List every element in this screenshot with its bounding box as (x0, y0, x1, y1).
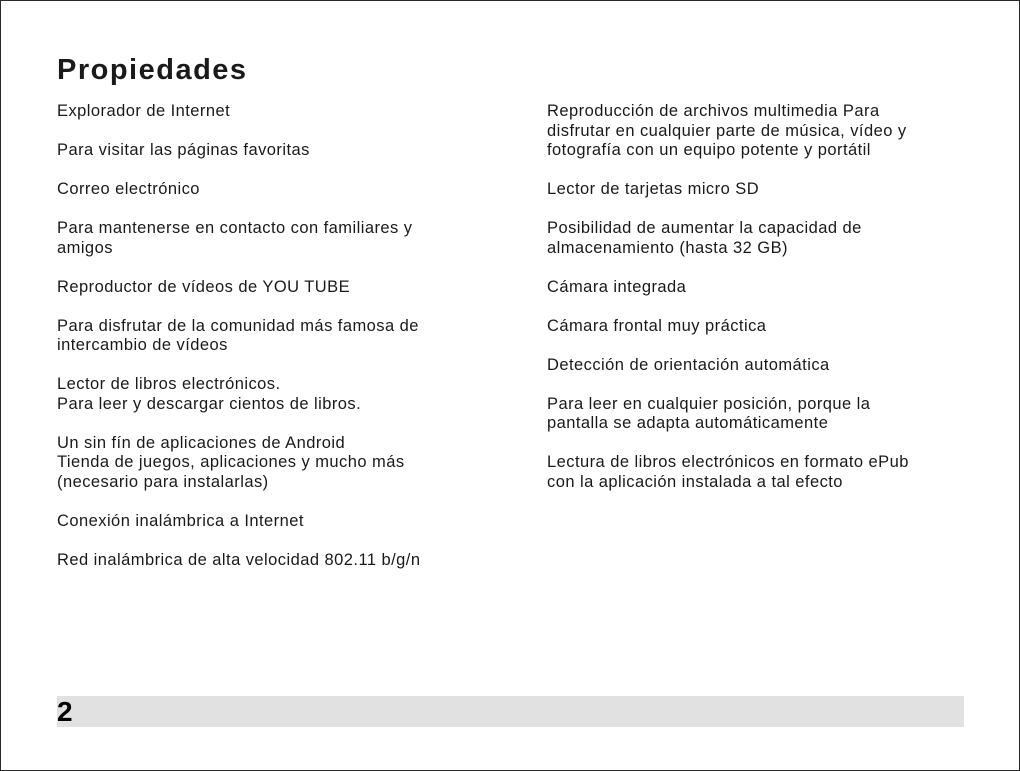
feature-line: fotografía con un equipo potente y portátil (547, 141, 871, 159)
feature-conexion-inalambrica (57, 512, 517, 532)
feature-line: intercambio de vídeos (57, 336, 228, 354)
feature-line: Para leer y descargar cientos de libros. (57, 394, 362, 413)
feature-line: Red inalámbrica de alta velocidad 802.11 b/g/n (57, 550, 421, 569)
feature-line: Reproductor de vídeos de YOU TUBE (57, 277, 351, 296)
feature-line: amigos (57, 238, 113, 257)
feature-posicion-pantalla (547, 395, 987, 434)
feature-contacto (57, 219, 517, 258)
feature-line: Conexión inalámbrica a Internet (57, 511, 304, 530)
feature-camara-integrada (547, 278, 987, 298)
feature-orientacion (547, 356, 987, 376)
feature-libros (57, 375, 517, 414)
feature-multimedia (547, 102, 987, 161)
feature-explorador (57, 102, 517, 122)
feature-line: Un sin fín de aplicaciones de Android (57, 433, 346, 452)
feature-line: disfrutar en cualquier parte de música, vídeo y (547, 121, 907, 140)
feature-line: Lector de libros electrónicos. (57, 375, 281, 393)
feature-line: almacenamiento (hasta 32 GB) (547, 238, 788, 257)
feature-camara-frontal (547, 317, 987, 337)
feature-line: Explorador de Internet (57, 102, 231, 120)
feature-almacenamiento (547, 219, 987, 258)
page-title: Propiedades (57, 54, 248, 86)
feature-android-apps (57, 434, 517, 493)
feature-line: Posibilidad de aumentar la capacidad de (547, 219, 862, 237)
feature-correo (57, 180, 517, 200)
feature-red-inalambrica (57, 551, 517, 571)
page-number: 2 (57, 696, 73, 727)
feature-line: pantalla se adapta automáticamente (547, 414, 829, 432)
feature-line: Lectura de libros electrónicos en formato ePub (547, 453, 909, 471)
footer-band (57, 696, 964, 727)
feature-youtube (57, 278, 517, 298)
feature-line: Para visitar las páginas favoritas (57, 141, 310, 159)
feature-line: Detección de orientación automática (547, 355, 830, 374)
feature-line: Cámara frontal muy práctica (547, 316, 767, 335)
right-column (547, 102, 987, 492)
feature-comunidad-videos (57, 317, 517, 356)
feature-line: (necesario para instalarlas) (57, 472, 269, 491)
feature-epub (547, 453, 987, 492)
feature-line: Lector de tarjetas micro SD (547, 180, 760, 198)
feature-line: Cámara integrada (547, 277, 687, 296)
feature-line: Para disfrutar de la comunidad más famosa de (57, 316, 419, 335)
feature-line: Para leer en cualquier posición, porque la (547, 394, 871, 413)
feature-line: Para mantenerse en contacto con familiares y (57, 219, 413, 237)
feature-line: Correo electrónico (57, 180, 200, 198)
feature-line: Tienda de juegos, aplicaciones y mucho más (57, 453, 405, 471)
feature-line: con la aplicación instalada a tal efecto (547, 472, 843, 491)
left-column (57, 102, 517, 570)
feature-line: Reproducción de archivos multimedia Para (547, 102, 880, 120)
feature-micro-sd (547, 180, 987, 200)
feature-paginas-favoritas (57, 141, 517, 161)
